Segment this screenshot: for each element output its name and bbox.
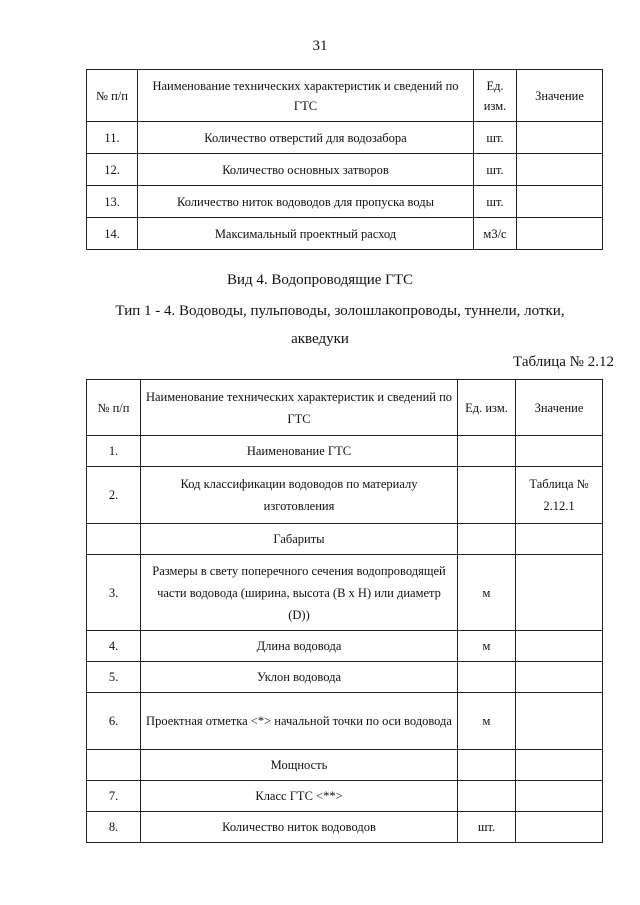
row-value xyxy=(516,693,603,750)
row-number: 12. xyxy=(87,154,138,186)
row-number: 4. xyxy=(87,631,141,662)
water-conduit-characteristics-table xyxy=(86,379,603,843)
row-value xyxy=(516,436,603,467)
row-name: Габариты xyxy=(141,524,458,555)
table-row xyxy=(87,781,603,812)
row-number xyxy=(87,524,141,555)
row-value xyxy=(516,631,603,662)
header-unit: Ед. изм. xyxy=(458,380,516,436)
table-row xyxy=(87,812,603,843)
table-row xyxy=(87,186,603,218)
header-number: № п/п xyxy=(87,70,138,122)
row-name: Максимальный проектный расход xyxy=(138,218,474,250)
header-value: Значение xyxy=(516,380,603,436)
row-unit xyxy=(458,781,516,812)
row-name: Наименование ГТС xyxy=(141,436,458,467)
header-unit: Ед. изм. xyxy=(474,70,517,122)
row-name: Количество отверстий для водозабора xyxy=(138,122,474,154)
row-unit: м xyxy=(458,693,516,750)
row-name: Проектная отметка <*> начальной точки по оси водовода xyxy=(141,693,458,750)
header-value: Значение xyxy=(517,70,603,122)
row-unit: шт. xyxy=(458,812,516,843)
page-number: 31 xyxy=(312,38,328,54)
row-name: Мощность xyxy=(141,750,458,781)
row-unit xyxy=(458,750,516,781)
row-unit: м3/с xyxy=(474,218,517,250)
row-number: 6. xyxy=(87,693,141,750)
row-value xyxy=(516,524,603,555)
row-value xyxy=(516,812,603,843)
row-name: Класс ГТС <**> xyxy=(141,781,458,812)
row-unit xyxy=(458,662,516,693)
row-number: 5. xyxy=(87,662,141,693)
row-number: 8. xyxy=(87,812,141,843)
row-unit xyxy=(458,524,516,555)
row-unit: шт. xyxy=(474,154,517,186)
row-number: 14. xyxy=(87,218,138,250)
row-value xyxy=(517,186,603,218)
row-value xyxy=(517,122,603,154)
row-name: Количество ниток водоводов для пропуска воды xyxy=(138,186,474,218)
table-header-row xyxy=(87,380,603,436)
row-unit: шт. xyxy=(474,186,517,218)
row-number: 3. xyxy=(87,555,141,631)
row-value xyxy=(517,154,603,186)
row-value xyxy=(516,662,603,693)
table-header-row xyxy=(87,70,603,122)
table-row xyxy=(87,436,603,467)
type-title-line-2: акведуки xyxy=(291,331,349,347)
header-number: № п/п xyxy=(87,380,141,436)
row-number xyxy=(87,750,141,781)
row-number: 13. xyxy=(87,186,138,218)
header-name: Наименование технических характеристик и сведений по ГТС xyxy=(141,380,458,436)
row-name: Размеры в свету поперечного сечения водопроводящей части водовода (ширина, высота (В х Н) или диаметр (D)) xyxy=(141,555,458,631)
row-unit xyxy=(458,436,516,467)
table-row xyxy=(87,631,603,662)
row-number: 1. xyxy=(87,436,141,467)
row-name: Код классификации водоводов по материалу изготовления xyxy=(141,467,458,524)
row-unit: шт. xyxy=(474,122,517,154)
row-name: Длина водовода xyxy=(141,631,458,662)
table-row xyxy=(87,555,603,631)
table-row-subheading xyxy=(87,750,603,781)
type-title-line-1: Тип 1 - 4. Водоводы, пульповоды, золошлакопроводы, туннели, лотки, xyxy=(115,303,565,319)
row-value xyxy=(516,555,603,631)
row-name: Уклон водовода xyxy=(141,662,458,693)
row-unit: м xyxy=(458,555,516,631)
row-unit: м xyxy=(458,631,516,662)
row-value: Таблица № 2.12.1 xyxy=(516,467,603,524)
characteristics-table-continued xyxy=(86,69,603,250)
row-number: 11. xyxy=(87,122,138,154)
table-row xyxy=(87,218,603,250)
row-name: Количество основных затворов xyxy=(138,154,474,186)
table-row-subheading xyxy=(87,524,603,555)
row-value xyxy=(516,781,603,812)
table-row xyxy=(87,662,603,693)
row-number: 2. xyxy=(87,467,141,524)
table-row xyxy=(87,154,603,186)
table-row xyxy=(87,693,603,750)
row-number: 7. xyxy=(87,781,141,812)
row-value xyxy=(517,218,603,250)
table-caption: Таблица № 2.12 xyxy=(513,354,614,370)
table-row xyxy=(87,122,603,154)
header-name: Наименование технических характеристик и сведений по ГТС xyxy=(138,70,474,122)
row-name: Количество ниток водоводов xyxy=(141,812,458,843)
row-unit xyxy=(458,467,516,524)
view-title: Вид 4. Водопроводящие ГТС xyxy=(226,272,414,288)
row-value xyxy=(516,750,603,781)
table-row xyxy=(87,467,603,524)
